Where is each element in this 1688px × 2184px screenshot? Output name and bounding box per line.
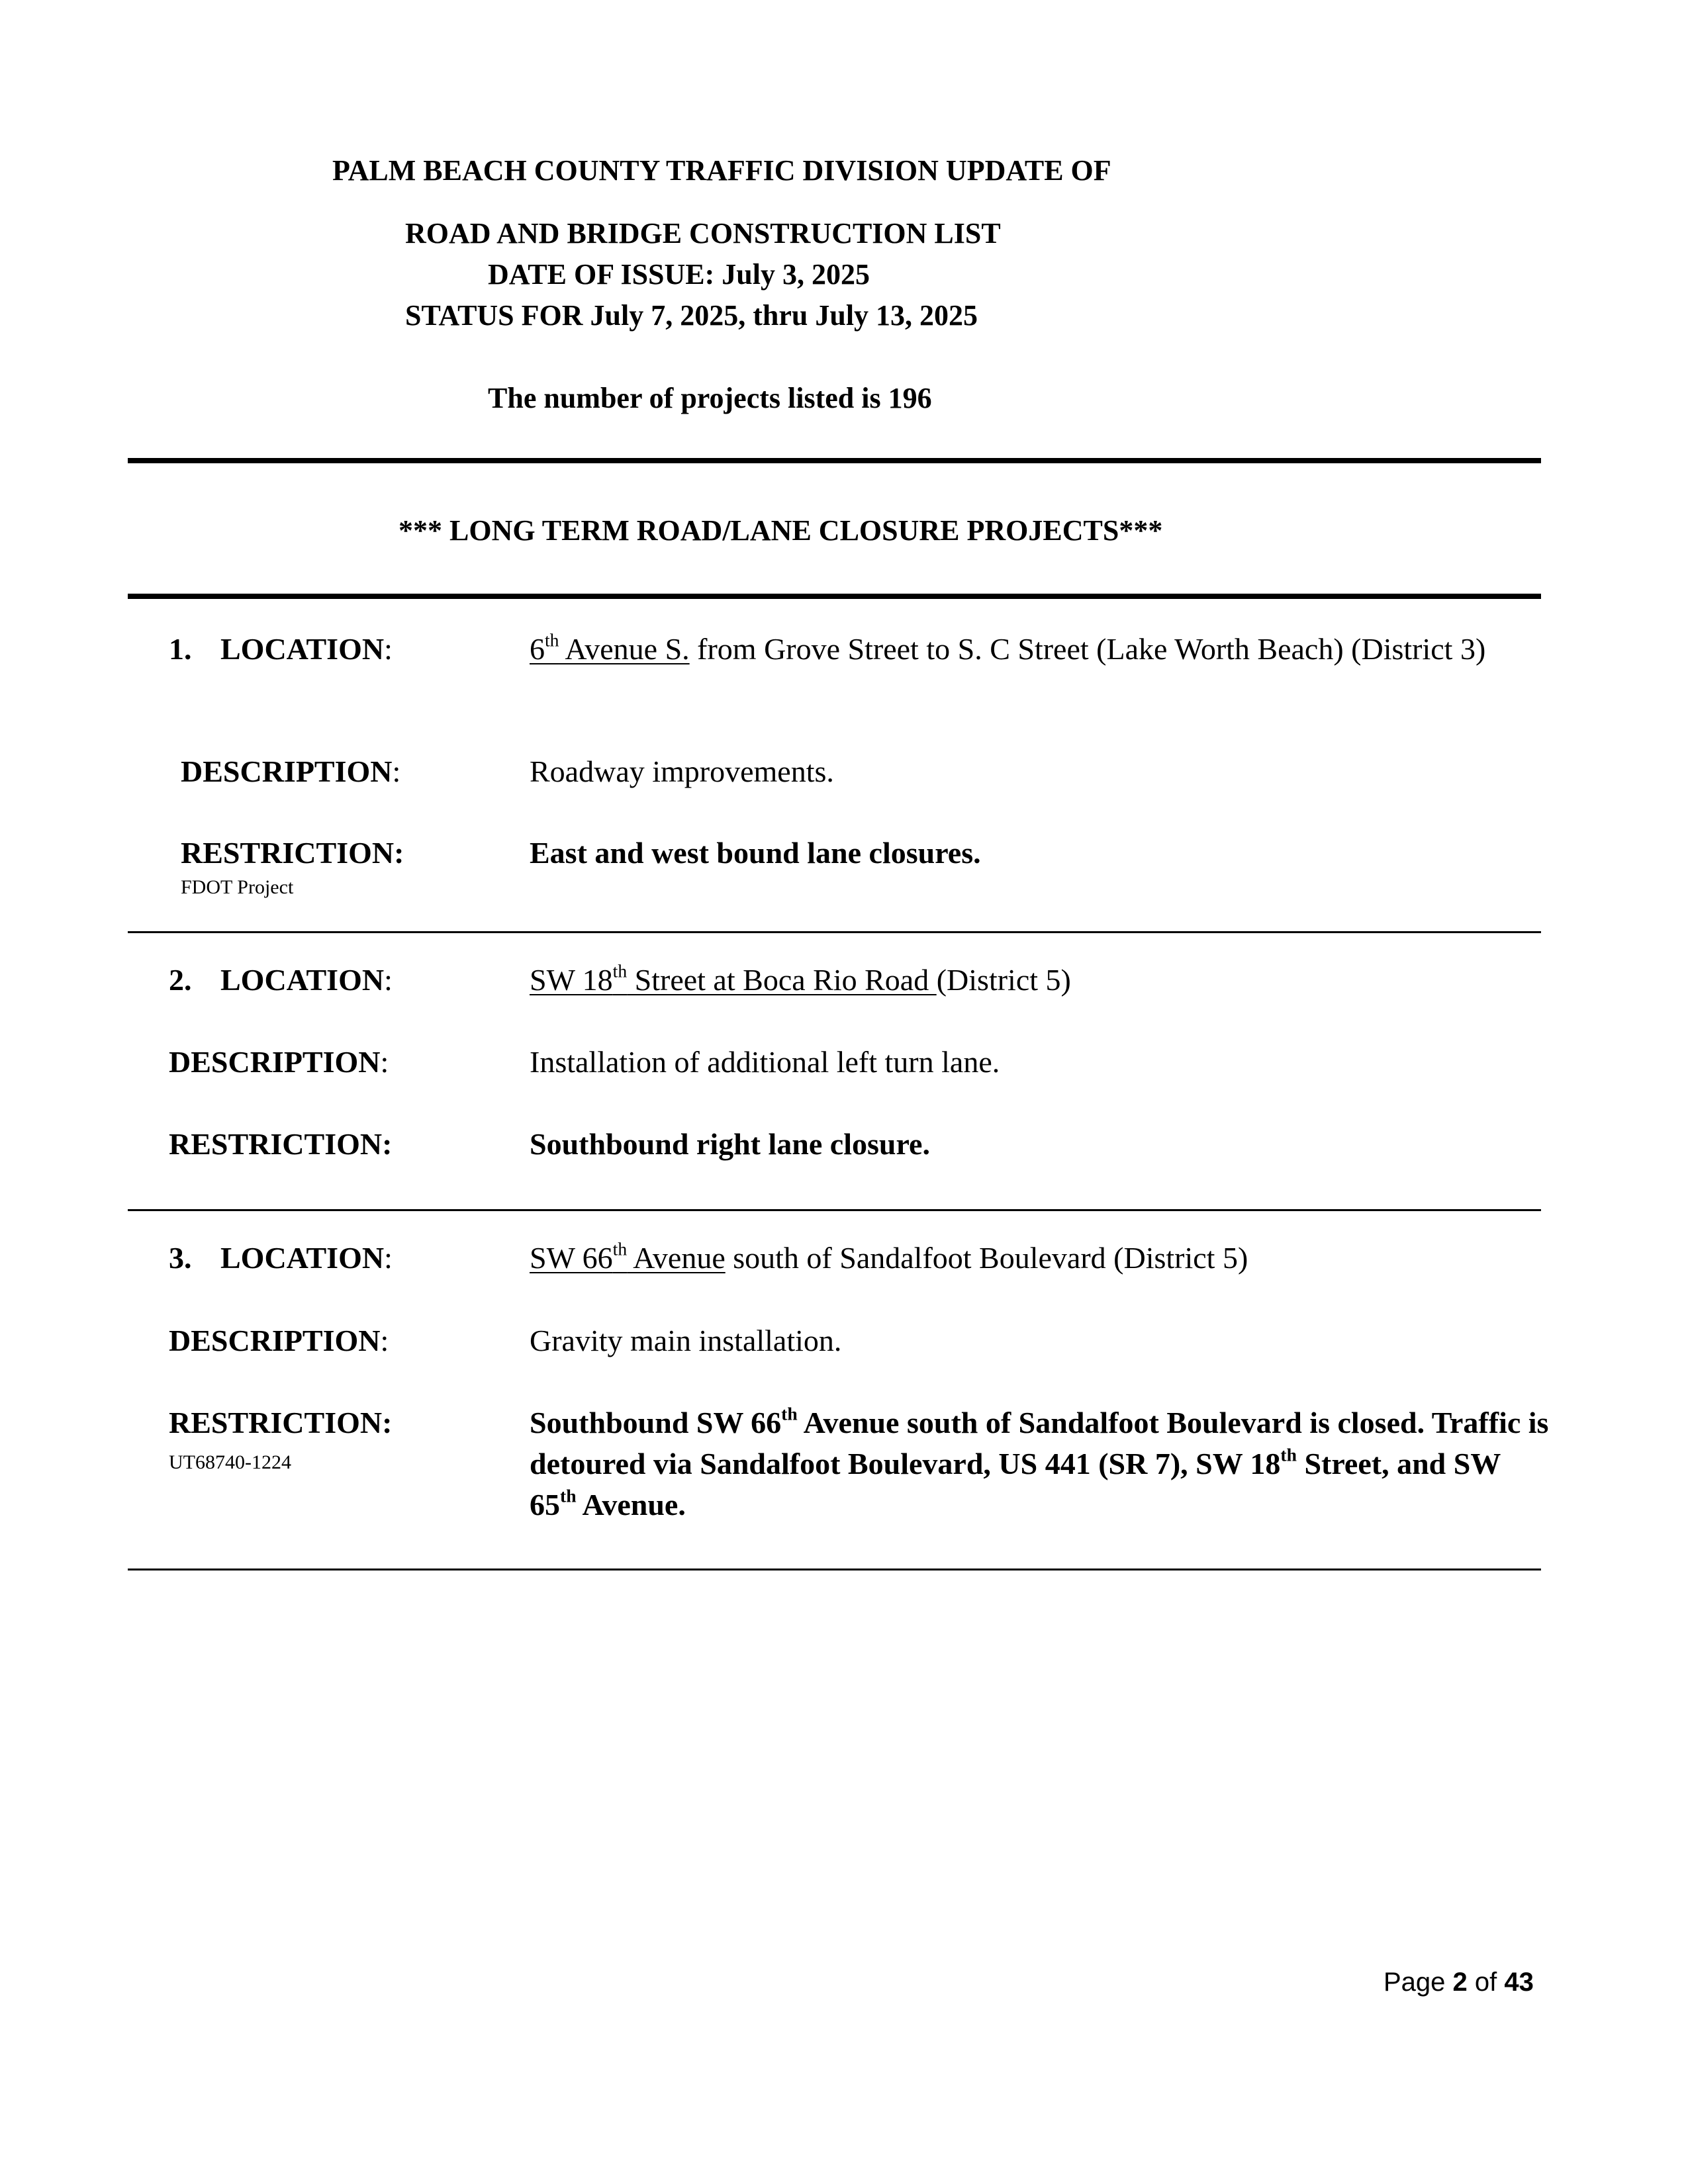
project-number: 2. bbox=[169, 963, 192, 997]
divider-project-2 bbox=[128, 1209, 1541, 1211]
header-title-line2: ROAD AND BRIDGE CONSTRUCTION LIST bbox=[405, 217, 1001, 250]
project-1-note: FDOT Project bbox=[181, 876, 294, 898]
project-3-restriction: Southbound SW 66th Avenue south of Sandalfoot Boulevard is closed. Traffic is detoured via Sandalfoot Boulevard, US 441 (SR 7), SW 18th Street, and SW 65th Avenue. bbox=[530, 1403, 1549, 1522]
street-name: SW 66th Avenue bbox=[530, 1238, 726, 1275]
project-3-restriction-label: RESTRICTION: bbox=[169, 1406, 393, 1439]
section-title: *** LONG TERM ROAD/LANE CLOSURE PROJECTS*** bbox=[399, 514, 1163, 547]
street-name: SW 18th Street at Boca Rio Road bbox=[530, 960, 937, 997]
divider-top bbox=[128, 458, 1541, 463]
project-2-description-label: DESCRIPTION: bbox=[169, 1045, 389, 1079]
project-3-description: Gravity main installation. bbox=[530, 1324, 842, 1357]
project-number: 1. bbox=[169, 632, 192, 666]
street-name: 6th Avenue S. bbox=[530, 629, 690, 666]
project-3-location: SW 66th Avenue south of Sandalfoot Boulevard (District 5) bbox=[530, 1238, 1248, 1275]
project-2-restriction-label: RESTRICTION: bbox=[169, 1127, 393, 1161]
divider-project-1 bbox=[128, 931, 1541, 933]
project-2-location-label: 2. LOCATION: bbox=[169, 963, 393, 997]
project-number: 3. bbox=[169, 1241, 192, 1275]
project-3-location-label: 3. LOCATION: bbox=[169, 1241, 393, 1275]
project-3-description-label: DESCRIPTION: bbox=[169, 1324, 389, 1357]
project-1-location: 6th Avenue S. from Grove Street to S. C Street (Lake Worth Beach) (District 3) bbox=[530, 629, 1486, 666]
project-3-note: UT68740-1224 bbox=[169, 1451, 291, 1473]
project-1-restriction-label: RESTRICTION: bbox=[181, 836, 404, 870]
divider-section bbox=[128, 594, 1541, 599]
project-1-location-label: 1. LOCATION: bbox=[169, 632, 393, 666]
project-1-restriction: East and west bound lane closures. bbox=[530, 836, 981, 870]
header-issue-date: DATE OF ISSUE: July 3, 2025 bbox=[488, 258, 870, 291]
page-number: Page 2 of 43 bbox=[1383, 1968, 1534, 1997]
project-2-restriction: Southbound right lane closure. bbox=[530, 1127, 930, 1161]
project-1-description-label: DESCRIPTION: bbox=[181, 754, 401, 788]
header-title-line1: PALM BEACH COUNTY TRAFFIC DIVISION UPDATE OF bbox=[332, 154, 1111, 187]
header-status-range: STATUS FOR July 7, 2025, thru July 13, 2025 bbox=[405, 299, 978, 332]
project-2-description: Installation of additional left turn lane. bbox=[530, 1045, 1000, 1079]
project-2-location: SW 18th Street at Boca Rio Road (District 5) bbox=[530, 960, 1071, 997]
project-1-description: Roadway improvements. bbox=[530, 754, 834, 788]
divider-project-3 bbox=[128, 1569, 1541, 1570]
header-project-count: The number of projects listed is 196 bbox=[488, 382, 932, 414]
